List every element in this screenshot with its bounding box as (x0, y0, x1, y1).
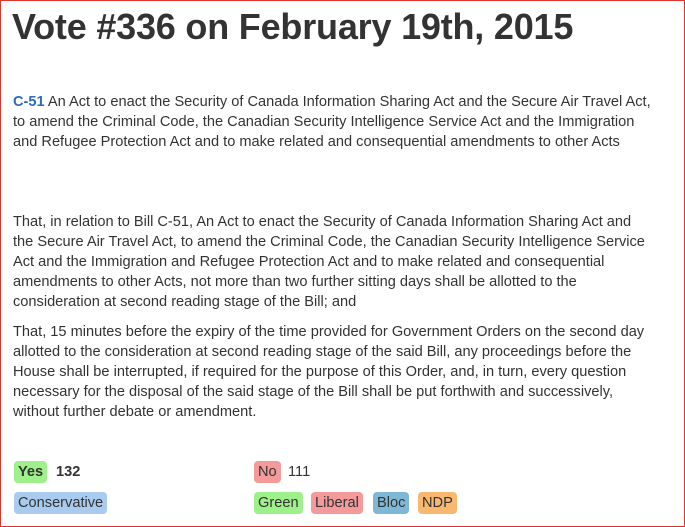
party-badge-bloc: Bloc (373, 492, 409, 514)
yes-count: 132 (56, 464, 81, 480)
party-badge-conservative: Conservative (14, 492, 107, 514)
no-count: 111 (288, 464, 311, 480)
party-badge-liberal: Liberal (311, 492, 363, 514)
bill-description: An Act to enact the Security of Canada Information Sharing Act and the Secure Air Travel Act, to amend the Criminal Code, the Canadian Security Intelligence Service Act and the Immigration and Refugee Protection Act and to make related and consequential amendments to other Acts (13, 94, 651, 150)
party-badge-ndp: NDP (418, 492, 457, 514)
party-badge-green: Green (254, 492, 303, 514)
bill-link[interactable]: C-51 (13, 94, 45, 110)
bill-summary (13, 92, 653, 152)
yes-badge: Yes (14, 461, 47, 483)
no-badge: No (254, 461, 281, 483)
page-title: Vote #336 on February 19th, 2015 (12, 6, 574, 47)
motion-paragraph-2: That, 15 minutes before the expiry of the time provided for Government Orders on the second day allotted to the consideration at second reading stage of the said Bill, any proceedings before the House shall be interrupted, if required for the purpose of this Order, and, in turn, every question necessary for the disposal of the said stage of the Bill shall be put forthwith and successively, without further debate or amendment. (13, 324, 645, 420)
motion-paragraph-1: That, in relation to Bill C-51, An Act to enact the Security of Canada Information Sharing Act and the Secure Air Travel Act, to amend the Criminal Code, the Canadian Security Intelligence Service Act and the Immigration and Refugee Protection Act and to make related and consequential amendments to other Acts, not more than two further sitting days shall be allotted to the consideration at second reading stage of the Bill; and (13, 214, 645, 310)
